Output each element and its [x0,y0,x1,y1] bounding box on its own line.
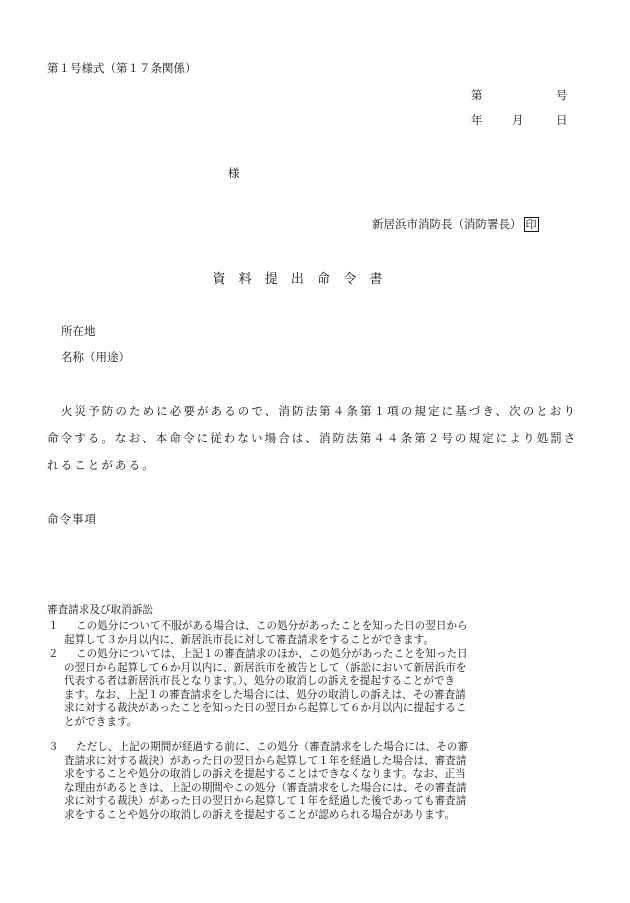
appeal-item-number: ３ [48,741,59,753]
seal-mark: 印 [525,218,537,231]
appeal-line: とができます。 [64,716,138,728]
addressee-suffix: 様 [228,166,240,180]
number-suffix: 号 [556,88,568,102]
date-year: 年 [471,113,483,127]
appeal-line: この処分については、上記１の審査請求のほか、この処分があったことを知った日 [76,648,468,660]
appeal-line: 起算して３か月以内に、新居浜市長に対して審査請求をすることができます。 [64,633,434,646]
body-line-3: れることがある。 [47,458,156,472]
appeal-line: 求をすることや処分の取消しの訴えを提起することはできなくなります。なお、正当 [64,768,466,781]
appeal-item-number: １ [48,620,59,632]
body-line-1: 火災予防のために必要があるので、消防法第４条第１項の規定に基づき、次のとおり [61,404,578,418]
appeal-line: 求をすることや処分の取消しの訴えを提起することが認められる場合があります。 [64,809,456,821]
appeal-line: 求に対する裁決があったことを知った日の翌日から起算して６か月以内に提起するこ [64,702,467,715]
appeal-line: 査請求に対する裁決）があった日の翌日から起算して１年を経過した場合は、審査請 [64,754,467,767]
issuer [372,216,539,232]
appeal-line: 代表する者は新居浜市長となります。）、処分の取消しの訴えを提起することができ [64,675,456,688]
order-heading: 命令事項 [47,512,97,526]
appeal-line: の翌日から起算して６か月以内に、新居浜市を被告として（訴訟において新居浜市を [64,661,467,674]
appeal-line: な理由があるときは、上記の期間やこの処分（審査請求をした場合には、その審査請 [64,781,467,794]
issuer-name: 新居浜市消防長（消防署長） [372,217,522,231]
title-char: 命 [317,272,331,287]
title-char: 令 [343,272,357,287]
location-label: 所在地 [61,324,96,338]
number-prefix: 第 [471,88,483,102]
title-char: 書 [369,272,383,287]
title-char: 料 [238,272,252,287]
title-char: 資 [212,272,226,287]
body-line-2: 命令する。なお、本命令に従わない場合は、消防法第４４条第２号の規定により処罰さ [47,431,578,445]
name-use-label: 名称（用途） [61,350,130,364]
appeal-line: この処分について不服がある場合は、この処分があったことを知った日の翌日から [76,620,468,632]
title-char: 出 [290,272,304,287]
document-title [208,268,387,287]
appeal-line: ただし、上記の期間が経過する前に、この処分（審査請求をした場合には、その審 [76,741,468,753]
appeal-line: ます。なお、上記１の審査請求をした場合には、処分の取消しの訴えは、その審査請 [64,688,466,701]
appeal-item-number: ２ [48,648,59,660]
date-month: 月 [512,113,524,127]
title-char: 提 [264,272,278,287]
appeal-heading: 審査請求及び取消訴訟 [47,604,153,616]
form-label: 第１号様式（第１７条関係） [47,61,197,75]
appeal-line: 求に対する裁決）があった日の翌日から起算して１年を経過した後であっても審査請 [64,795,467,808]
date-day: 日 [556,113,568,127]
